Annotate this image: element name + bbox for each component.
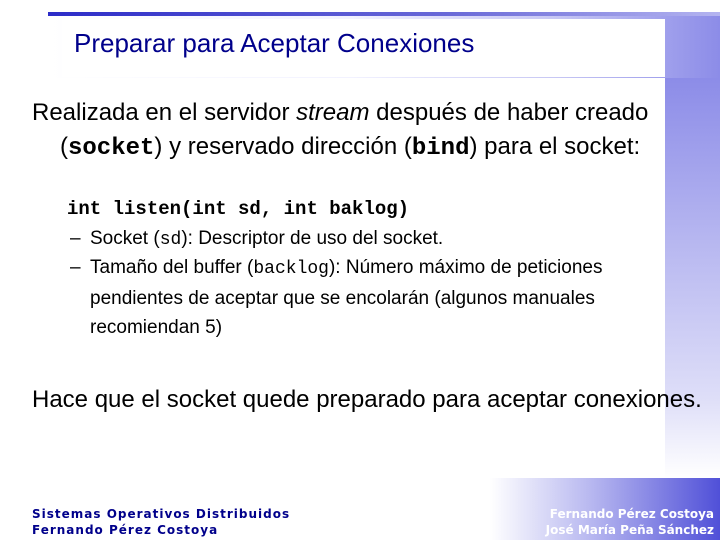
- sub-item-backlog-body: [70, 253, 670, 342]
- intro-text-4: ) para el socket:: [469, 133, 641, 160]
- intro-code-socket: socket: [68, 135, 155, 162]
- sub-item-socket-text-1: Socket (: [90, 228, 160, 249]
- sub-item-backlog-code: backlog: [253, 259, 329, 279]
- sub-item-backlog: [70, 253, 670, 342]
- listen-signature: int listen(int sd, int baklog): [67, 198, 410, 220]
- sub-item-backlog-text-2: ): Número máximo de peticiones pendientes de aceptar que se encolarán (algunos manuales recomiendan 5): [90, 257, 603, 338]
- title-top-rule: [48, 12, 720, 16]
- closing-paragraph: Hace que el socket quede preparado para aceptar conexiones.: [32, 386, 702, 413]
- slide-title: Preparar para Aceptar Conexiones: [74, 28, 475, 58]
- footer: [0, 478, 720, 540]
- sub-item-backlog-text-1: Tamaño del buffer (: [90, 257, 254, 278]
- sub-item-socket-code: sd: [159, 230, 182, 250]
- intro-text-3: ) y reservado dirección (: [154, 133, 412, 160]
- footer-author-2: José María Peña Sánchez: [545, 523, 714, 537]
- intro-paragraph: [32, 96, 720, 166]
- intro-code-bind: bind: [411, 135, 470, 162]
- footer-author-left: Fernando Pérez Costoya: [32, 523, 219, 537]
- intro-text-2: después de haber creado (: [60, 99, 649, 160]
- sub-item-socket: [70, 224, 670, 255]
- footer-author-1: Fernando Pérez Costoya: [549, 507, 714, 521]
- sub-item-socket-dash: –: [70, 228, 81, 249]
- intro-text-1: Realizada en el servidor: [32, 99, 297, 126]
- sub-item-backlog-dash: –: [70, 257, 81, 278]
- sub-item-socket-text-2: ): Descriptor de uso del socket.: [181, 228, 444, 249]
- intro-emphasis: stream: [296, 99, 370, 126]
- footer-left: [32, 506, 290, 538]
- footer-course-name: Sistemas Operativos Distribuidos: [32, 507, 291, 521]
- sub-item-socket-body: [70, 224, 670, 255]
- footer-right: [546, 506, 714, 538]
